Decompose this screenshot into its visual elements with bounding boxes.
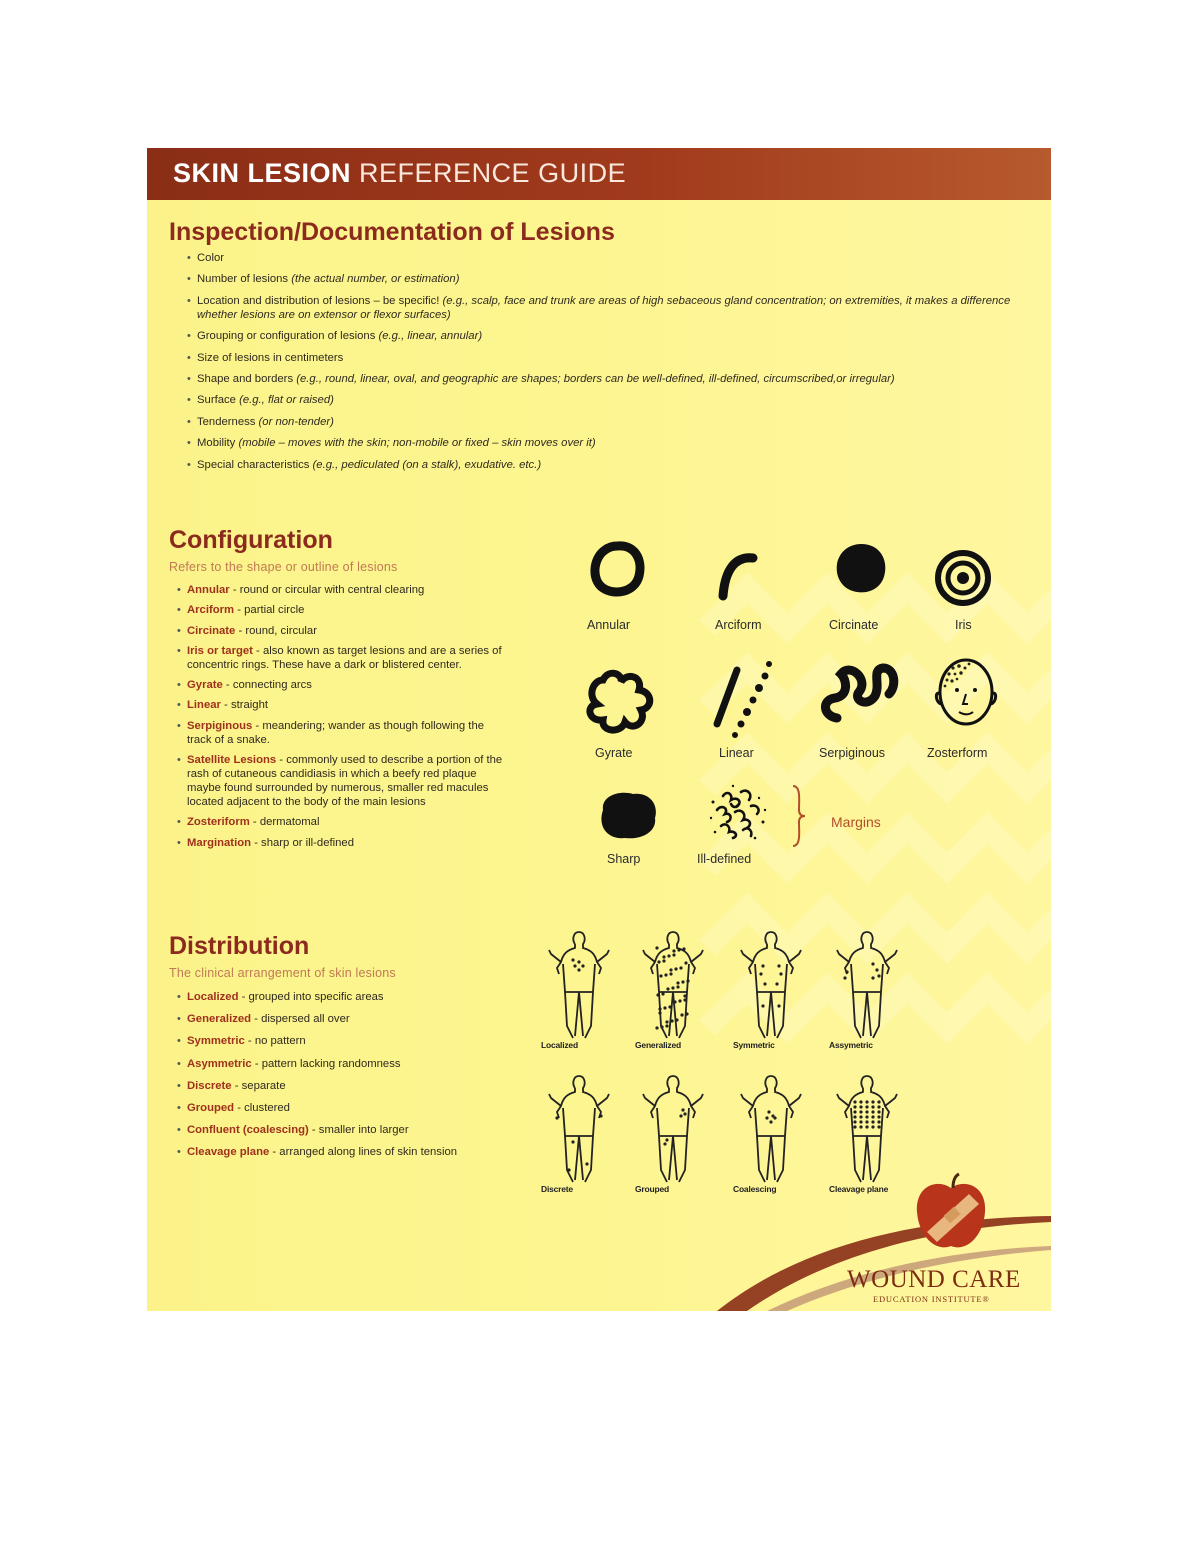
inspection-item-example: (e.g., linear, annular) (378, 330, 483, 343)
ill-defined-label: Ill-defined (697, 852, 752, 866)
distribution-description: - pattern lacking randomness (251, 1057, 401, 1070)
zosterform-label: Zosterform (927, 746, 988, 760)
configuration-term: Zosteriform (187, 816, 250, 829)
configuration-term: Linear (187, 699, 221, 712)
inspection-item-text: Number of lesions (197, 273, 292, 286)
configuration-description: - round or circular with central clearing (229, 584, 425, 596)
logo-subtitle: EDUCATION INSTITUTE® (873, 1294, 990, 1304)
configuration-description: - meandering; wander as though following the track of a snake. (187, 719, 485, 746)
margins-label: Margins (831, 814, 881, 830)
configuration-item (171, 719, 511, 747)
distribution-item (171, 1057, 531, 1071)
figure-label: Assymetric (829, 1040, 873, 1050)
distribution-item (171, 990, 531, 1004)
distribution-description: - separate (231, 1079, 286, 1092)
inspection-item-example: (e.g., flat or raised) (239, 394, 334, 407)
body-figure-icon (741, 928, 801, 1040)
inspection-item-example: (the actual number, or estimation) (291, 273, 460, 286)
distribution-term: Localized (187, 991, 239, 1003)
configuration-description: - partial circle (234, 604, 305, 617)
configuration-description: - also known as target lesions and are a series of concentric rings. These have a dark or blistered center. (187, 644, 502, 671)
configuration-subtitle: Refers to the shape or outline of lesions (169, 560, 398, 574)
configuration-term: Gyrate (187, 679, 223, 692)
inspection-item-text: Special characteristics (197, 458, 313, 471)
title-banner (147, 148, 1051, 200)
configuration-term: Serpiginous (187, 719, 253, 732)
configuration-item (171, 624, 511, 638)
distribution-description: - smaller into larger (308, 1124, 409, 1137)
distribution-term: Cleavage plane (187, 1146, 270, 1159)
inspection-item (181, 436, 1011, 450)
inspection-item-text: Location and distribution of lesions – be specific! (197, 294, 443, 307)
inspection-heading: Inspection/Documentation of Lesions (169, 218, 615, 246)
inspection-item-text: Tenderness (197, 415, 259, 428)
circinate-label: Circinate (829, 618, 879, 632)
inspection-item-text: Shape and borders (197, 372, 297, 385)
margins-bracket-icon (789, 784, 809, 848)
figure-label: Grouped (635, 1184, 670, 1194)
distribution-description: - arranged along lines of skin tension (269, 1146, 458, 1159)
iris-icon (933, 548, 993, 608)
body-figure-icon (549, 928, 609, 1040)
distribution-description: - no pattern (244, 1035, 306, 1048)
configuration-description: - sharp or ill-defined (251, 836, 354, 849)
configuration-item (171, 698, 511, 712)
distribution-term: Grouped (187, 1101, 235, 1114)
configuration-description: - round, circular (235, 624, 317, 637)
body-figure-icon (643, 1072, 703, 1184)
distribution-item (171, 1034, 531, 1048)
distribution-term: Discrete (187, 1079, 232, 1092)
inspection-item-text: Surface (197, 394, 240, 407)
configuration-term: Arciform (187, 604, 235, 617)
distribution-list (171, 990, 531, 1168)
serpiginous-icon (819, 660, 901, 726)
sharp-label: Sharp (607, 852, 641, 866)
inspection-item (181, 272, 1011, 286)
configuration-term: Iris or target (187, 644, 253, 657)
inspection-item (181, 329, 1011, 343)
configuration-term: Annular (187, 584, 230, 596)
distribution-subtitle: The clinical arrangement of skin lesions (169, 966, 396, 980)
configuration-item (171, 836, 511, 850)
configuration-term: Satellite Lesions (187, 754, 277, 767)
distribution-item (171, 1145, 531, 1159)
body-figure-icon (837, 1072, 897, 1184)
gyrate-label: Gyrate (595, 746, 633, 760)
circinate-icon (833, 540, 889, 596)
inspection-item (181, 458, 1011, 472)
inspection-item-text: Size of lesions in centimeters (197, 351, 344, 364)
body-figure-icon (837, 928, 897, 1040)
distribution-item (171, 1012, 531, 1026)
figure-label: Symmetric (733, 1040, 775, 1050)
configuration-item (171, 753, 511, 809)
figure-label: Cleavage plane (829, 1184, 889, 1194)
page-title: SKIN LESION REFERENCE GUIDE (173, 158, 627, 188)
distribution-term: Generalized (187, 1013, 252, 1026)
iris-label: Iris (955, 618, 972, 632)
configuration-item (171, 815, 511, 829)
distribution-description: - clustered (234, 1101, 290, 1114)
inspection-item (181, 393, 1011, 407)
inspection-item (181, 372, 1011, 386)
figure-label: Generalized (635, 1040, 681, 1050)
logo-name: WOUND CARE (847, 1266, 1021, 1293)
distribution-description: - grouped into specific areas (238, 991, 384, 1003)
configuration-description: - dermatomal (249, 816, 320, 829)
configuration-item (171, 678, 511, 692)
inspection-item-text: Mobility (197, 437, 239, 450)
inspection-item-example: (e.g., scalp, face and trunk are areas of high sebaceous gland concentration; on extremities, it makes a difference whether lesions are on extensor or flexor surfaces) (197, 294, 1011, 321)
zosterform-icon (933, 654, 999, 734)
inspection-item (181, 351, 1011, 365)
configuration-item (171, 644, 511, 672)
configuration-term: Margination (187, 836, 252, 849)
body-figure-icon (643, 928, 703, 1040)
body-figure-icon (741, 1072, 801, 1184)
configuration-item (171, 603, 511, 617)
distribution-item (171, 1079, 531, 1093)
distribution-term: Symmetric (187, 1035, 245, 1048)
distribution-term: Confluent (coalescing) (187, 1124, 309, 1137)
linear-label: Linear (719, 746, 754, 760)
configuration-term: Circinate (187, 624, 236, 637)
body-figure-icon (549, 1072, 609, 1184)
annular-label: Annular (587, 618, 631, 632)
inspection-list (181, 251, 1011, 479)
configuration-item (171, 583, 511, 597)
figure-label: Discrete (541, 1184, 573, 1194)
figure-label: Coalescing (733, 1184, 777, 1194)
configuration-description: - commonly used to describe a portion of the rash of cutaneous candidiasis in which a beefy red plaque maybe found surrounded by numerous, smaller red macules located adjacent to the body of the main lesions (187, 754, 503, 809)
inspection-item (181, 415, 1011, 429)
arciform-icon (713, 548, 763, 608)
annular-icon (587, 538, 647, 600)
sharp-margin-icon (593, 788, 661, 842)
ill-defined-margin-icon (703, 778, 773, 848)
configuration-description: - straight (220, 699, 268, 712)
inspection-item-example: (e.g., pediculated (on a stalk), exudative. etc.) (312, 458, 542, 471)
figure-label: Localized (541, 1040, 578, 1050)
linear-icon (703, 656, 779, 742)
inspection-item-example: (or non-tender) (258, 415, 334, 428)
gyrate-icon (583, 664, 659, 736)
distribution-item (171, 1123, 531, 1137)
inspection-item-example: (mobile – moves with the skin; non-mobile or fixed – skin moves over it) (238, 437, 596, 450)
apple-logo-icon (913, 1172, 989, 1256)
serpiginous-label: Serpiginous (819, 746, 886, 760)
configuration-description: - connecting arcs (222, 679, 312, 692)
reference-sheet (147, 148, 1051, 1311)
inspection-item-example: (e.g., round, linear, oval, and geographic are shapes; borders can be well-defined, ill-defined, circumscribed,or irregular) (296, 372, 895, 385)
distribution-heading: Distribution (169, 932, 310, 960)
inspection-item-text: Color (197, 252, 224, 264)
distribution-item (171, 1101, 531, 1115)
arciform-label: Arciform (715, 618, 762, 632)
inspection-item-text: Grouping or configuration of lesions (197, 330, 379, 343)
configuration-list (171, 583, 511, 856)
inspection-item (181, 251, 1011, 265)
distribution-term: Asymmetric (187, 1057, 252, 1070)
inspection-item (181, 294, 1011, 322)
configuration-heading: Configuration (169, 526, 333, 554)
distribution-description: - dispersed all over (251, 1013, 350, 1026)
